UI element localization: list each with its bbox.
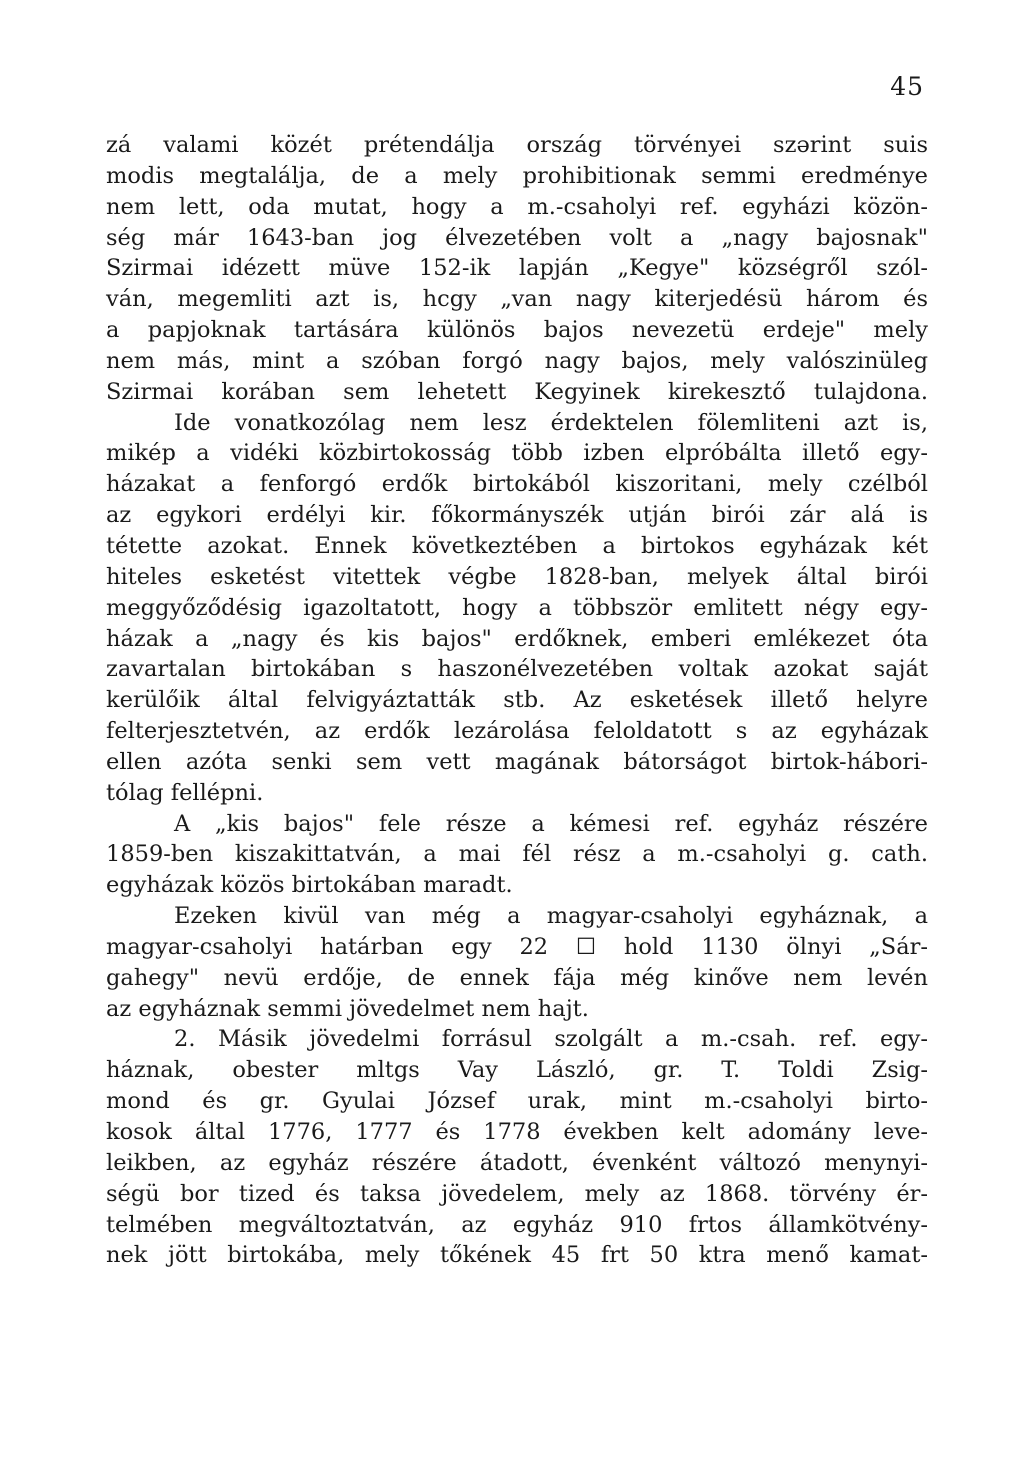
text-line: nek jött birtokába, mely tőkének 45 frt 50 ktra menő kamat-: [106, 1242, 928, 1269]
text-line: ván, megemliti azt is, hcgy „van nagy kiterjedésü három és: [106, 286, 928, 313]
text-line: tólag fellépni.: [106, 779, 264, 806]
text-line: modis megtalálja, de a mely prohibitionak semmi eredménye: [106, 162, 928, 189]
text-line: a papjoknak tartására különös bajos nevezetü erdeje" mely: [106, 317, 928, 344]
text-line: Szirmai idézett müve 152-ik lapján „Kegye" községről szól-: [106, 255, 928, 282]
text-line: kerülőik által felvigyáztatták stb. Az esketések illető helyre: [106, 687, 928, 714]
body-text: [106, 130, 928, 1271]
text-line: az egyháznak semmi jövedelmet nem hajt.: [106, 995, 589, 1022]
text-line: Ezeken kivül van még a magyar-csaholyi egyháznak, a: [174, 903, 928, 930]
text-line: házak a „nagy és kis bajos" erdőknek, emberi emlékezet óta: [106, 625, 928, 652]
page-number: 45: [890, 72, 924, 101]
text-line: telmében megváltoztatván, az egyház 910 frtos államkötvény-: [106, 1211, 928, 1238]
text-line: nem lett, oda mutat, hogy a m.-csaholyi ref. egyházi közön-: [106, 193, 928, 220]
paragraph-1: [106, 130, 928, 408]
text-line: 1859-ben kiszakittatván, a mai fél rész a m.-csaholyi g. cath.: [106, 841, 928, 868]
paragraph-3: [106, 809, 928, 902]
text-line: felterjesztetvén, az erdők lezárolása feloldatott s az egyházak: [106, 718, 928, 745]
text-line: ségü bor tized és taksa jövedelem, mely az 1868. törvény ér-: [106, 1180, 928, 1207]
paragraph-5: [106, 1024, 928, 1271]
text-line: 2. Másik jövedelmi forrásul szolgált a m.-csah. ref. egy-: [174, 1026, 928, 1053]
text-line: mikép a vidéki közbirtokosság több izben elpróbálta illető egy-: [106, 440, 928, 467]
text-line: kosok által 1776, 1777 és 1778 években kelt adomány leve-: [106, 1119, 928, 1145]
text-line: Ide vonatkozólag nem lesz érdektelen fölemliteni azt is,: [174, 409, 928, 436]
text-line: A „kis bajos" fele része a kémesi ref. egyház részére: [174, 810, 928, 837]
text-line: háznak, obester mltgs Vay László, gr. T. Toldi Zsig-: [106, 1057, 928, 1084]
text-line: meggyőződésig igazoltatott, hogy a többször emlitett négy egy-: [106, 594, 928, 621]
text-line: zavartalan birtokában s haszonélvezetében voltak azokat saját: [106, 656, 928, 683]
text-line: ellen azóta senki sem vett magának bátorságot birtok-hábori-: [106, 748, 928, 775]
paragraph-2: [106, 408, 928, 809]
text-line: leikben, az egyház részére átadott, évenként változó menynyi-: [106, 1149, 928, 1176]
text-line: zá valami közét prétendálja ország törvényei szərint suis: [106, 132, 928, 158]
text-line: Szirmai korában sem lehetett Kegyinek kirekesztő tulajdona.: [106, 378, 928, 405]
text-line: magyar-csaholyi határban egy 22 ☐ hold 1130 ölnyi „Sár-: [106, 933, 928, 960]
text-line: mond és gr. Gyulai József urak, mint m.-csaholyi birto-: [106, 1088, 928, 1115]
paragraph-4: [106, 901, 928, 1024]
text-line: gahegy" nevü erdője, de ennek fája még kinőve nem levén: [106, 964, 928, 991]
text-line: nem más, mint a szóban forgó nagy bajos, mely valószinüleg: [106, 347, 928, 374]
text-line: egyházak közös birtokában maradt.: [106, 872, 513, 899]
text-line: ség már 1643-ban jog élvezetében volt a „nagy bajosnak": [106, 224, 928, 251]
text-line: hiteles esketést vitettek végbe 1828-ban, melyek által birói: [106, 563, 928, 590]
text-line: tétette azokat. Ennek következtében a birtokos egyházak két: [106, 532, 928, 559]
text-line: az egykori erdélyi kir. főkormányszék utján birói zár alá is: [106, 502, 928, 529]
text-line: házakat a fenforgó erdők birtokából kiszoritani, mely czélból: [106, 471, 928, 498]
